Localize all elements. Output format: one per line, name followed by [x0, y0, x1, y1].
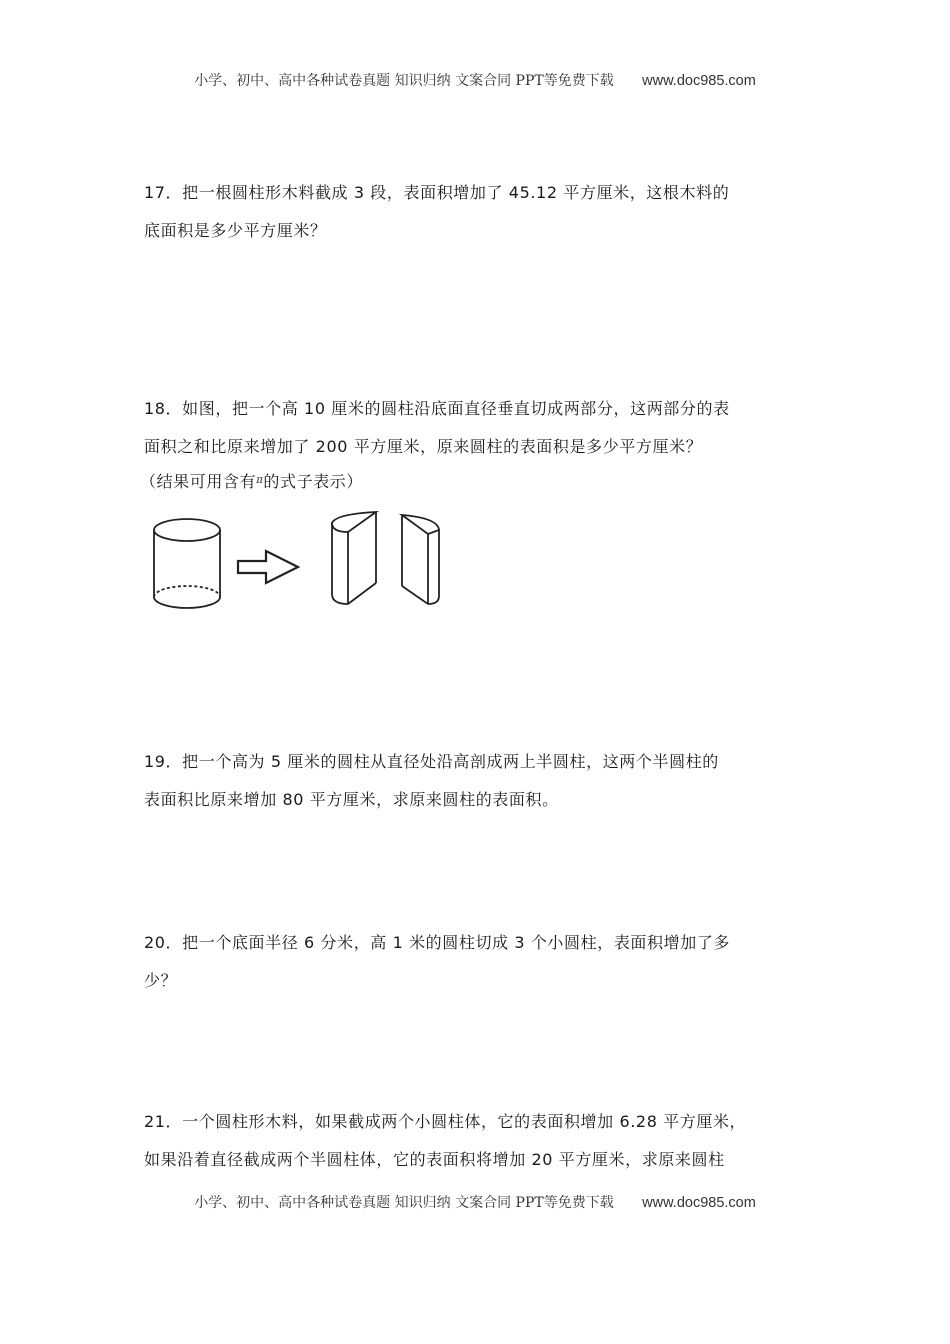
question-line: 19．把一个高为 5 厘米的圆柱从直径处沿高剖成两上半圆柱，这两个半圆柱的	[144, 752, 719, 771]
note-before: （结果可用含有	[140, 472, 257, 491]
header-text: 小学、初中、高中各种试卷真题 知识归纳 文案合同 PPT等免费下载	[194, 73, 614, 89]
question-line: 20．把一个底面半径 6 分米，高 1 米的圆柱切成 3 个小圆柱，表面积增加了多	[144, 933, 731, 952]
question-line: 21．一个圆柱形木料，如果截成两个小圆柱体，它的表面积增加 6.28 平方厘米，	[144, 1112, 747, 1131]
question-line: 18．如图，把一个高 10 厘米的圆柱沿底面直径垂直切成两部分，这两部分的表	[144, 399, 730, 418]
question-17	[144, 174, 816, 250]
pi-symbol: π	[256, 475, 264, 486]
footer-url[interactable]: www.doc985.com	[642, 1195, 756, 1211]
question-21	[144, 1103, 816, 1179]
right-arrow-icon	[238, 551, 298, 583]
question-line: 少？	[144, 971, 178, 990]
question-line: 如果沿着直径截成两个半圆柱体，它的表面积将增加 20 平方厘米，求原来圆柱	[144, 1150, 725, 1169]
note-after: 的式子表示）	[263, 472, 363, 491]
header-url[interactable]: www.doc985.com	[642, 73, 756, 89]
page-header	[0, 70, 950, 90]
footer-text: 小学、初中、高中各种试卷真题 知识归纳 文案合同 PPT等免费下载	[194, 1195, 614, 1211]
half-cylinder-left-icon	[332, 512, 376, 604]
question-19	[144, 743, 816, 819]
half-cylinder-right-icon	[402, 515, 439, 604]
cylinder-icon	[154, 519, 220, 608]
question-20	[144, 924, 816, 1000]
question-line: 17．把一根圆柱形木料截成 3 段，表面积增加了 45.12 平方厘米，这根木料的	[144, 183, 730, 202]
question-line: 表面积比原来增加 80 平方厘米，求原来圆柱的表面积。	[144, 790, 559, 809]
cylinder-cut-figure	[146, 508, 456, 622]
question-line: 面积之和比原来增加了 200 平方厘米，原来圆柱的表面积是多少平方厘米？	[144, 437, 703, 456]
question-note	[140, 466, 816, 497]
page-footer	[0, 1192, 950, 1212]
question-line: 底面积是多少平方厘米？	[144, 221, 327, 240]
question-18	[140, 390, 816, 497]
